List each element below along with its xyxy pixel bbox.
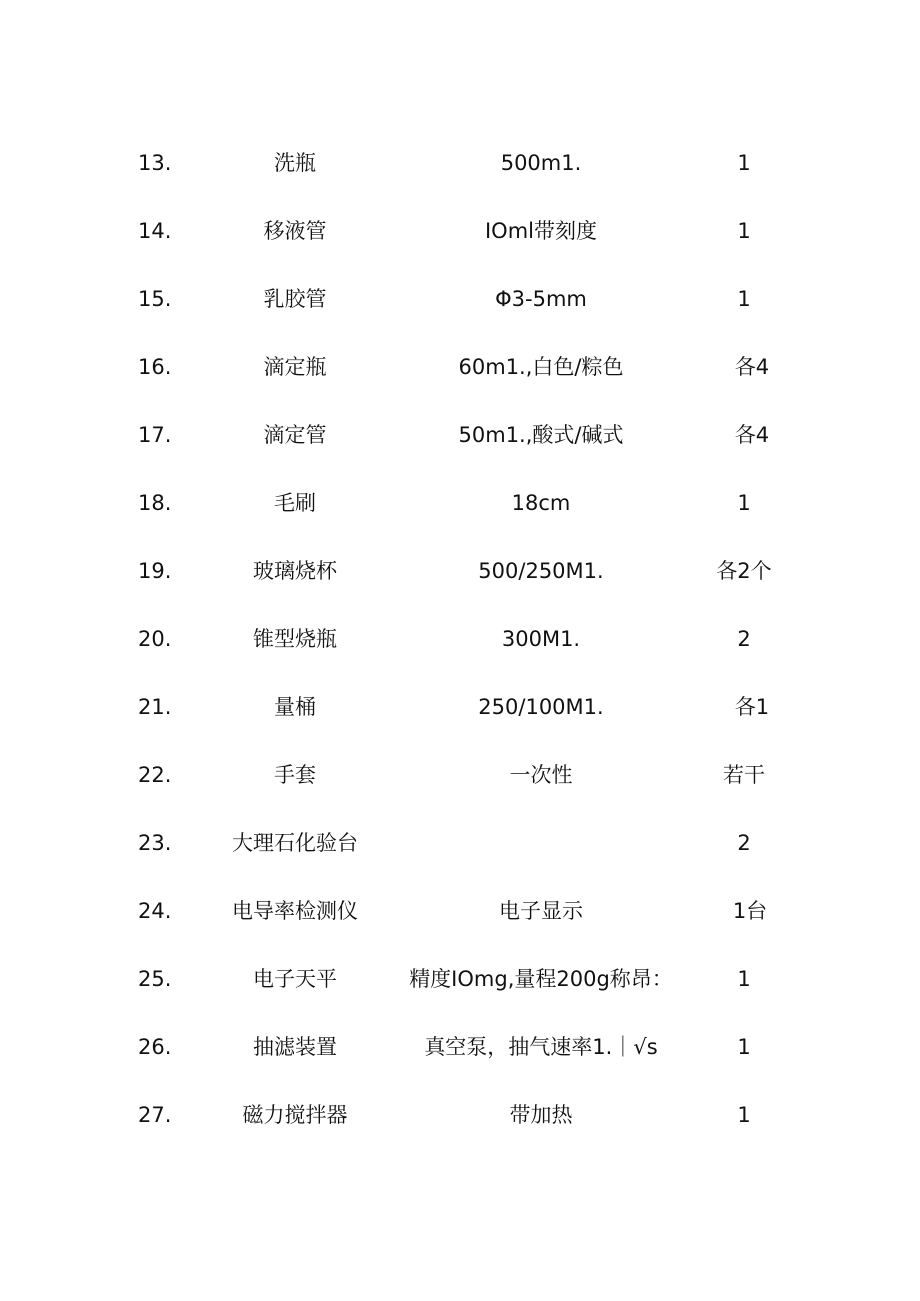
item-quantity: 1台 bbox=[732, 899, 768, 923]
row-number: 26. bbox=[138, 1035, 172, 1059]
table-row bbox=[0, 265, 920, 333]
item-quantity: 各2个 bbox=[716, 559, 772, 583]
item-name: 玻璃烧杯 bbox=[253, 559, 337, 583]
table-row bbox=[0, 333, 920, 401]
item-quantity: 若干 bbox=[723, 763, 765, 787]
table-row bbox=[0, 469, 920, 537]
row-number: 24. bbox=[138, 899, 172, 923]
item-name: 锥型烧瓶 bbox=[253, 627, 337, 651]
item-quantity: 1 bbox=[737, 287, 751, 311]
row-number: 27. bbox=[138, 1103, 172, 1127]
equipment-table bbox=[0, 129, 920, 1149]
table-row bbox=[0, 1081, 920, 1149]
table-row bbox=[0, 673, 920, 741]
item-quantity: 1 bbox=[737, 219, 751, 243]
row-number: 22. bbox=[138, 763, 172, 787]
row-number: 17. bbox=[138, 423, 172, 447]
item-name: 毛刷 bbox=[274, 491, 316, 515]
table-row bbox=[0, 1013, 920, 1081]
item-quantity: 各1 bbox=[734, 695, 770, 719]
item-spec: 真空泵，抽气速率1.｜√s bbox=[424, 1035, 658, 1059]
table-row bbox=[0, 809, 920, 877]
item-name: 量桶 bbox=[274, 695, 316, 719]
item-spec: 电子显示 bbox=[499, 899, 583, 923]
item-quantity: 1 bbox=[737, 151, 751, 175]
item-spec: 250/100M1. bbox=[478, 695, 604, 719]
item-spec: Φ3-5mm bbox=[495, 287, 587, 311]
row-number: 19. bbox=[138, 559, 172, 583]
table-row bbox=[0, 605, 920, 673]
item-quantity: 1 bbox=[737, 1103, 751, 1127]
item-spec: 60m1.,白色/粽色 bbox=[458, 355, 624, 379]
table-row bbox=[0, 537, 920, 605]
item-quantity: 1 bbox=[737, 491, 751, 515]
row-number: 16. bbox=[138, 355, 172, 379]
item-name: 乳胶管 bbox=[263, 287, 327, 311]
row-number: 25. bbox=[138, 967, 172, 991]
item-spec: 一次性 bbox=[509, 763, 573, 787]
row-number: 13. bbox=[138, 151, 172, 175]
table-row bbox=[0, 197, 920, 265]
item-quantity: 各4 bbox=[734, 355, 770, 379]
row-number: 23. bbox=[138, 831, 172, 855]
item-name: 手套 bbox=[274, 763, 316, 787]
row-number: 18. bbox=[138, 491, 172, 515]
item-quantity: 各4 bbox=[734, 423, 770, 447]
item-quantity: 1 bbox=[737, 1035, 751, 1059]
item-name: 磁力搅拌器 bbox=[242, 1103, 348, 1127]
item-name: 电导率检测仪 bbox=[232, 899, 358, 923]
table-row bbox=[0, 401, 920, 469]
item-spec: 18cm bbox=[511, 491, 571, 515]
table-row bbox=[0, 741, 920, 809]
item-name: 滴定瓶 bbox=[263, 355, 327, 379]
row-number: 21. bbox=[138, 695, 172, 719]
item-quantity: 1 bbox=[737, 967, 751, 991]
item-spec: 精度IOmg,量程200g称昂： bbox=[409, 967, 673, 991]
item-spec: 500m1. bbox=[500, 151, 582, 175]
item-name: 滴定管 bbox=[263, 423, 327, 447]
item-spec: 50m1.,酸式/碱式 bbox=[458, 423, 624, 447]
item-quantity: 2 bbox=[737, 627, 751, 651]
item-name: 大理石化验台 bbox=[232, 831, 358, 855]
item-quantity: 2 bbox=[737, 831, 751, 855]
item-name: 电子天平 bbox=[253, 967, 337, 991]
item-spec: IOml带刻度 bbox=[484, 219, 597, 243]
item-spec: 300M1. bbox=[501, 627, 581, 651]
row-number: 14. bbox=[138, 219, 172, 243]
table-row bbox=[0, 129, 920, 197]
table-row bbox=[0, 945, 920, 1013]
item-name: 洗瓶 bbox=[274, 151, 316, 175]
item-spec: 带加热 bbox=[509, 1103, 573, 1127]
item-name: 抽滤装置 bbox=[253, 1035, 337, 1059]
item-spec: 500/250M1. bbox=[478, 559, 604, 583]
row-number: 20. bbox=[138, 627, 172, 651]
item-name: 移液管 bbox=[263, 219, 327, 243]
row-number: 15. bbox=[138, 287, 172, 311]
table-row bbox=[0, 877, 920, 945]
